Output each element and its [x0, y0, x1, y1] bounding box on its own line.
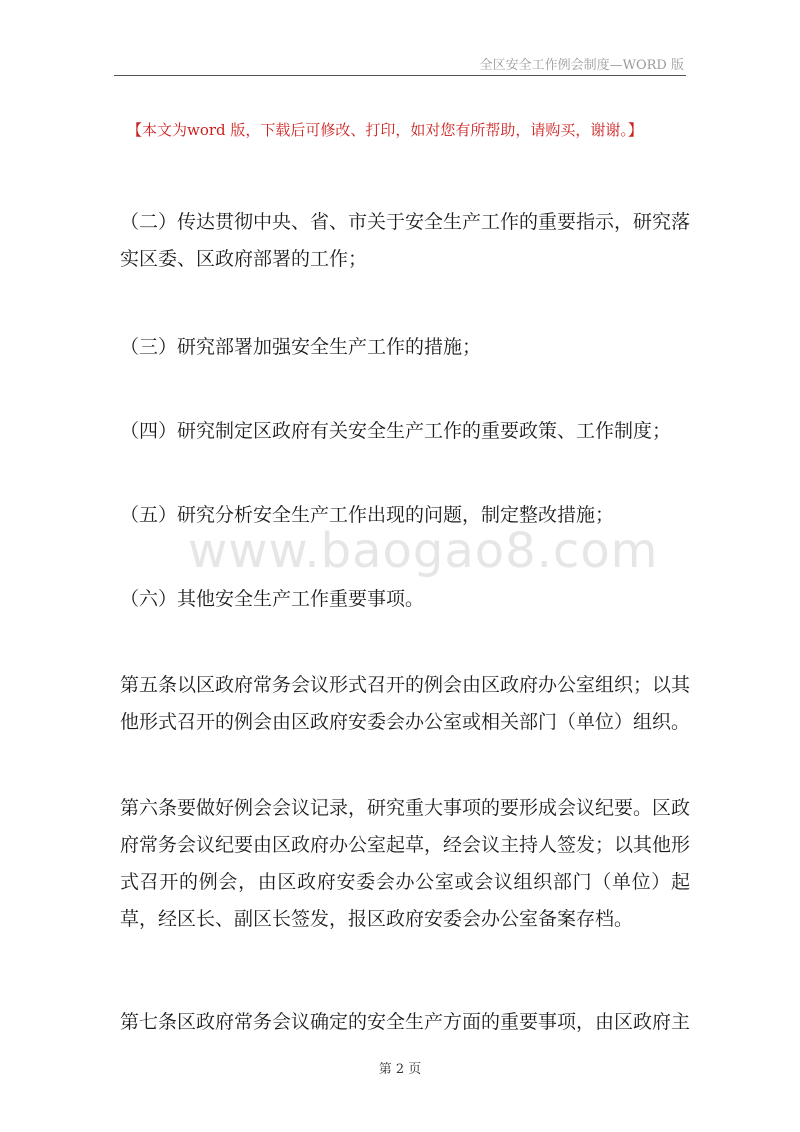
header-title: 全区安全工作例会制度—WORD 版 [479, 58, 684, 73]
paragraph-item-6: （六）其他安全生产工作重要事项。 [120, 588, 425, 610]
watermark-text: www.baogao8.com [188, 523, 659, 579]
paragraph-item-5: （五）研究分析安全生产工作出现的问题，制定整改措施； [120, 504, 615, 526]
paragraph-item-2: （二）传达贯彻中央、省、市关于安全生产工作的重要指示，研究落实区委、区政府部署的工作； [120, 211, 691, 270]
paragraph-article-6: 第六条要做好例会会议记录，研究重大事项的要形成会议纪要。区政府常务会议纪要由区政府办公室起草，经会议主持人签发；以其他形式召开的例会，由区政府安委会办公室或会议组织部门（单位）起草，经区长、副区长签发，报区政府安委会办公室备案存档。 [120, 797, 691, 930]
purchase-notice: 【本文为word 版，下载后可修改、打印，如对您有所帮助，请购买，谢谢。】 [127, 121, 643, 139]
paragraph-article-7: 第七条区政府常务会议确定的安全生产方面的重要事项，由区政府主 [120, 1011, 691, 1033]
paragraph-item-4: （四）研究制定区政府有关安全生产工作的重要政策、工作制度； [120, 420, 672, 442]
header-divider [114, 75, 686, 76]
paragraph-article-5: 第五条以区政府常务会议形式召开的例会由区政府办公室组织；以其他形式召开的例会由区政府安委会办公室或相关部门（单位）组织。 [120, 674, 691, 733]
page-number: 第 2 页 [378, 1062, 422, 1077]
paragraph-item-3: （三）研究部署加强安全生产工作的措施； [120, 336, 482, 358]
